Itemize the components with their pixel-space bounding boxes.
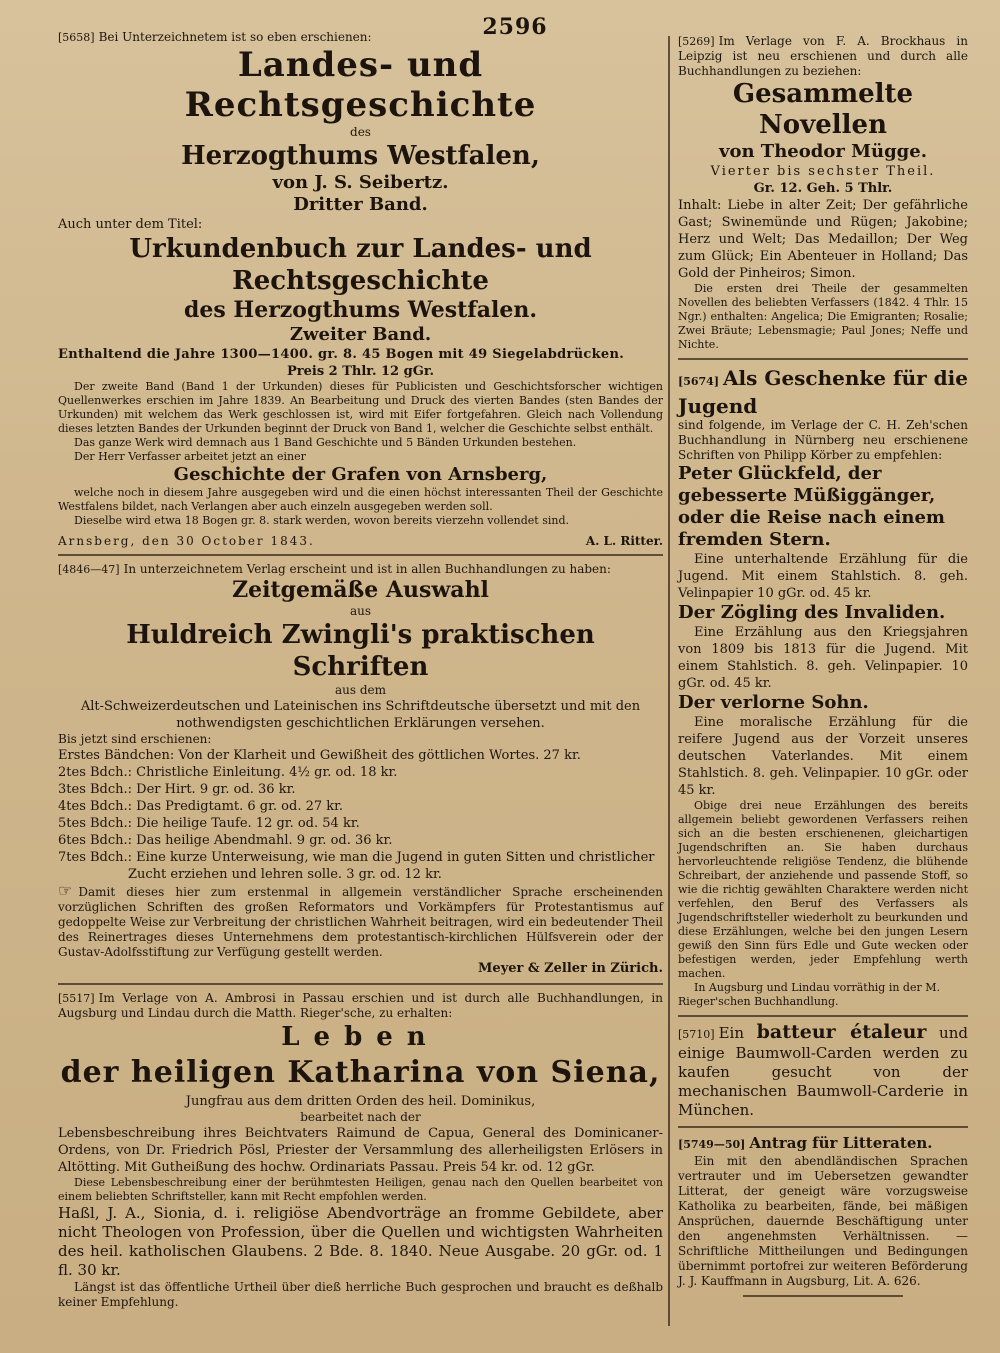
divider bbox=[58, 554, 663, 556]
ad-signature-row bbox=[58, 534, 663, 548]
ad-title: Gesammelte Novellen bbox=[732, 79, 914, 140]
ad-price: Preis 2 Thlr. 12 gGr. bbox=[286, 364, 434, 379]
ad-title: [5749—50] Antrag für Litteraten. bbox=[678, 1134, 933, 1152]
ad-description-2: Das ganze Werk wird demnach aus 1 Band Geschichte und 5 Bänden Urkunden bestehen. bbox=[74, 436, 577, 449]
ad-also: Auch unter dem Titel: bbox=[58, 217, 203, 232]
ad-ausdem: aus dem bbox=[334, 683, 387, 697]
ad-des: des bbox=[350, 125, 371, 139]
ad-muegge-novellen bbox=[678, 34, 968, 360]
list-item: 4tes Bdch.: Das Predigtamt. 6 gr. od. 27 kr. bbox=[58, 799, 344, 814]
ad-katharina bbox=[58, 991, 663, 1310]
ad-note: Obige drei neue Erzählungen des bereits allgemein beliebt gewordenen Verfassers reihen sich an die besten erschienenen, gleichartigen Jugendschriften an. Sie haben durchaus hervorleuchtende religiöse Tendenz, die blühende Schreibart, der anziehende und passende Stoff, so wie die richtig gewählten Charaktere werden nicht verfehlen, den Beruf des Verfassers als Jugendschriftsteller wiederholt zu beurkunden und diese Erzählungen, welche bei den jungen Lesern gewiß den Sinn fürs Edle und Gute wecken oder befestigen werden, jeder Empfehlung werth machen. bbox=[678, 799, 968, 980]
ad-book-text: Eine unterhaltende Erzählung für die Jugend. Mit einem Stahlstich. 8. geh. Velinpapier 10 gGr. od. 45 kr. bbox=[678, 552, 968, 601]
ad-language-note: Alt-Schweizerdeutschen und Lateinischen ins Schriftdeutsche übersetzt und mit den nothwendigsten geschichtlichen Erklärungen versehen. bbox=[80, 699, 641, 731]
ad-title: der heiligen Katharina von Siena, bbox=[60, 1055, 661, 1090]
divider bbox=[58, 983, 663, 985]
ad-price: Gr. 12. Geh. 5 Thlr. bbox=[753, 181, 893, 196]
ad-geschenke-jugend bbox=[678, 366, 968, 1017]
ad-description-5: Dieselbe wird etwa 18 Bogen gr. 8. stark werden, wovon bereits vierzehn vollendet sind. bbox=[74, 514, 570, 527]
ad-jungfrau: Jungfrau aus dem dritten Orden des heil. Dominikus, bbox=[185, 1094, 536, 1109]
list-item: 3tes Bdch.: Der Hirt. 9 gr. od. 36 kr. bbox=[58, 782, 296, 797]
ad-highlight: batteur étaleur bbox=[756, 1021, 927, 1043]
ad-book-title: Der verlorne Sohn. bbox=[678, 692, 869, 713]
ad-intro: [5517] Im Verlage von A. Ambrosi in Passau erschien und ist durch alle Buchhandlungen, in Augsburg und Lindau durch die Matth. Rieger'sche, zu erhalten: bbox=[58, 991, 663, 1020]
list-item: Erstes Bändchen: Von der Klarheit und Gewißheit des göttlichen Wortes. 27 kr. bbox=[58, 748, 581, 763]
ad-ref: [4846—47] bbox=[58, 563, 120, 576]
ad-book-text: Eine moralische Erzählung für die reifere Jugend aus der Vorzeit unseres deutschen Vaterlandes. Mit einem Stahlstich. 8. geh. Velinpapier. 10 gGr. oder 45 kr. bbox=[678, 715, 968, 798]
ad-landesgeschichte bbox=[58, 30, 663, 556]
ad-signature: Meyer & Zeller in Zürich. bbox=[478, 961, 663, 976]
ad-end: Längst ist das öffentliche Urtheil über dieß herrliche Buch gesprochen und braucht es deßhalb keiner Empfehlung. bbox=[58, 1280, 663, 1309]
list-item: 5tes Bdch.: Die heilige Taufe. 12 gr. od. 54 kr. bbox=[58, 816, 360, 831]
ad-ref: [5710] bbox=[678, 1028, 715, 1041]
left-column bbox=[58, 30, 663, 1310]
ad-geschichte-title: Geschichte der Grafen von Arnsberg, bbox=[173, 464, 548, 485]
ad-book-text: Eine Erzählung aus den Kriegsjahren von 1809 bis 1813 für die Jugend. Mit einem Stahlstich. 8. geh. Velinpapier. 10 gGr. od. 45 kr. bbox=[678, 625, 968, 691]
ad-title: Zeitgemäße Auswahl bbox=[232, 577, 489, 603]
ad-note: Diese Lebensbeschreibung einer der berühmtesten Heiligen, genau nach den Quellen bearbeitet von einem beliebten Schriftsteller, kann mit Recht empfohlen werden. bbox=[58, 1176, 663, 1203]
ad-title: Landes- und Rechtsgeschichte bbox=[184, 45, 537, 125]
ad-band2: Zweiter Band. bbox=[289, 324, 432, 345]
page-number: 2596 bbox=[482, 14, 548, 40]
ad-place-date: Arnsberg, den 30 October 1843. bbox=[58, 534, 315, 548]
ad-bearbeitet: bearbeitet nach der bbox=[300, 1110, 421, 1124]
ad-subtitle: Urkundenbuch zur Landes- und Rechtsgeschichte bbox=[129, 234, 592, 296]
ad-zwingli bbox=[58, 562, 663, 985]
ad-author: von J. S. Seibertz. bbox=[272, 172, 449, 193]
ad-litteraten bbox=[678, 1134, 968, 1297]
ad-parts: Vierter bis sechster Theil. bbox=[710, 164, 936, 179]
ad-description-4: welche noch in diesem Jahre ausgegeben wird und die einen höchst interessanten Theil der Geschichte Westfalens bildet, nach Verlangen aber auch einzeln ausgegeben werden soll. bbox=[58, 486, 663, 513]
ad-signature: A. L. Ritter. bbox=[585, 534, 663, 548]
ad-intro: sind folgende, im Verlage der C. H. Zeh'schen Buchhandlung in Nürnberg neu erschienene Schriften von Philipp Körber zu empfehlen: bbox=[678, 418, 968, 462]
ad-title: [5674] Als Geschenke für die Jugend bbox=[678, 366, 968, 418]
ad-body: [5710] Ein batteur étaleur und einige Baumwoll-Carden werden zu kaufen gesucht von der mechanischen Baumwoll-Carderie in München. bbox=[678, 1021, 968, 1119]
ad-ref: [5269] bbox=[678, 35, 715, 48]
ad-book-title: Peter Glückfeld, der gebesserte Müßiggänger, oder die Reise nach einem fremden Stern. bbox=[678, 463, 945, 550]
ad-contents: Enthaltend die Jahre 1300—1400. gr. 8. 45 Bogen mit 49 Siegelabdrücken. bbox=[58, 347, 625, 362]
ad-herzogthum: Herzogthums Westfalen, bbox=[181, 141, 540, 171]
ad-ref: [5658] bbox=[58, 31, 95, 44]
ad-ref: [5517] bbox=[58, 992, 95, 1005]
ad-leben: Leben bbox=[281, 1022, 440, 1052]
ad-aus: aus bbox=[349, 604, 372, 618]
ad-author: von Theodor Mügge. bbox=[718, 141, 927, 162]
ad-ref: [5749—50] bbox=[678, 1138, 746, 1151]
ad-intro: [5658] Bei Unterzeichnetem ist so eben erschienen: bbox=[58, 30, 372, 44]
list-item: 7tes Bdch.: Eine kurze Unterweisung, wie man die Jugend in guten Sitten und christlicher Zucht erziehen und lehren solle. 3 gr. od. 12 kr. bbox=[58, 850, 655, 882]
ad-book-title: Der Zögling des Invaliden. bbox=[678, 602, 946, 623]
divider bbox=[678, 358, 968, 360]
ad-end: In Augsburg und Lindau vorräthig in der M. Rieger'schen Buchhandlung. bbox=[678, 981, 940, 1008]
ad-intro: [5269] Im Verlage von F. A. Brockhaus in Leipzig ist neu erschienen und durch alle Buchhandlungen zu beziehen: bbox=[678, 34, 968, 78]
ad-batteur bbox=[678, 1023, 968, 1128]
divider bbox=[678, 1126, 968, 1128]
ad-note: ☞ Damit dieses hier zum erstenmal in allgemein verständlicher Sprache erscheinenden vorzüglichen Schriften des großen Reformators und Vorkämpfers für Protestantismus auf gedoppelte Weise zur Verbreitung der christlichen Wahrheit beitragen, wird ein bedeutender Theil des Reinertrages dieses Unternehmens dem protestantisch-kirchlichen Hülfsverein oder der Gustav-Adolfsstiftung zur Verfügung gestellt werden. bbox=[58, 881, 663, 959]
list-item: 2tes Bdch.: Christliche Einleitung. 4½ gr. od. 18 kr. bbox=[58, 765, 398, 780]
ad-description-3: Der Herr Verfasser arbeitet jetzt an einer bbox=[74, 450, 306, 463]
ad-bis: Bis jetzt sind erschienen: bbox=[58, 732, 212, 746]
ad-ref: [5674] bbox=[678, 375, 720, 388]
right-column bbox=[678, 34, 968, 1301]
divider bbox=[743, 1295, 903, 1297]
ad-volume: Dritter Band. bbox=[293, 194, 428, 215]
ad-body: Lebensbeschreibung ihres Beichtvaters Raimund de Capua, General des Dominicaner-Ordens, von Dr. Friedrich Pösl, Priester der Versammlung des allerheiligsten Erlösers in Altötting. Mit Gutheißung des hochw. Ordinariats Passau. Preis 54 kr. od. 12 gGr. bbox=[58, 1126, 663, 1175]
divider bbox=[678, 1015, 968, 1017]
ad-inhalt: Inhalt: Liebe in alter Zeit; Der gefährliche Gast; Swinemünde und Rügen; Jakobine; Herz und Welt; Das Medaillon; Der Weg zum Glück; Ein Abenteuer in Holland; Das Gold der Pinheiros; Simon. bbox=[678, 198, 968, 281]
ad-main-title: Huldreich Zwingli's praktischen Schriften bbox=[126, 620, 595, 682]
ad-note: Die ersten drei Theile der gesammelten Novellen des beliebten Verfassers (1842. 4 Thlr. 15 Ngr.) enthalten: Angelica; Die Emigranten; Rosalie; Zwei Bräute; Lebensmagie; Paul Jones; Neffe und Nichte. bbox=[678, 282, 968, 351]
ad-body: Ein mit den abendländischen Sprachen vertrauter und im Uebersetzen gewandter Litterat, der geneigt wäre vorzugsweise Katholika zu bearbeiten, fände, bei mäßigen Ansprüchen, dauernde Beschäftigung unter den angenehmsten Verhältnissen. — Schriftliche Mittheilungen und Bedingungen übernimmt portofrei zur weiteren Beförderung J. J. Kauffmann in Augsburg, Lit. A. 626. bbox=[678, 1154, 968, 1288]
ad-subtitle2: des Herzogthums Westfalen. bbox=[183, 297, 537, 323]
list-item: 6tes Bdch.: Das heilige Abendmahl. 9 gr. od. 36 kr. bbox=[58, 833, 393, 848]
ad-hasl: Haßl, J. A., Sionia, d. i. religiöse Abendvorträge an fromme Gebildete, aber nicht Theologen von Profession, über die Quellen und wichtigsten Wahrheiten des heil. katholischen Glaubens. 2 Bde. 8. 1840. Neue Ausgabe. 20 gGr. od. 1 fl. 30 kr. bbox=[58, 1204, 663, 1279]
ad-volume-list bbox=[58, 747, 663, 883]
ad-description: Der zweite Band (Band 1 der Urkunden) dieses für Publicisten und Geschichtsforscher wichtigen Quellenwerkes erschien im Jahre 1839. An Bearbeitung und Druck des vierten Bandes (sten Bandes der Urkunden) mit welchem das Werk geschlossen ist, wird mit Eifer fortgefahren. Gleich nach Vollendung dieses letzten Bandes der Urkunden beginnt der Druck von Band 1, welcher die Geschichte selbst enthält. bbox=[58, 380, 663, 435]
column-divider bbox=[668, 36, 670, 1326]
pointing-hand-icon: ☞ bbox=[58, 881, 73, 900]
ad-intro: [4846—47] In unterzeichnetem Verlag erscheint und ist in allen Buchhandlungen zu haben: bbox=[58, 562, 611, 576]
